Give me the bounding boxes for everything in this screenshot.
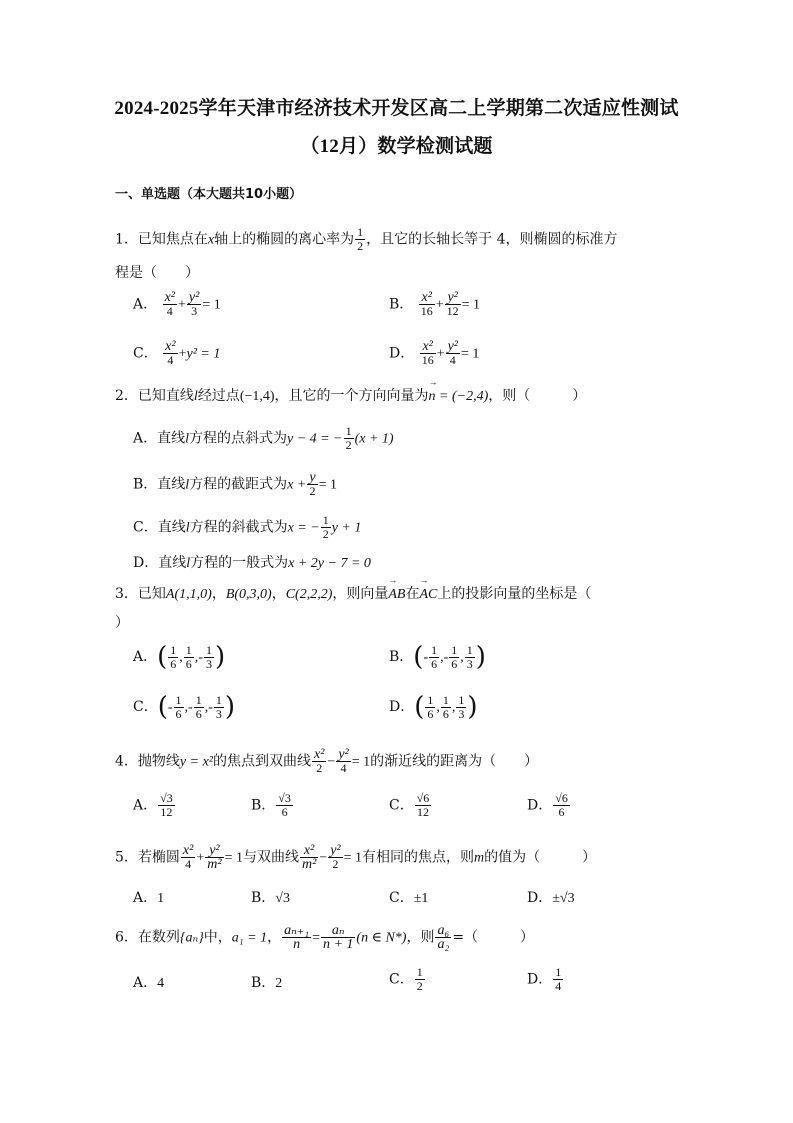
q6-text-c: ，则 xyxy=(406,929,435,946)
comma-separator-icon: , xyxy=(204,700,209,715)
q1-b-f1n: x² xyxy=(419,291,435,305)
q1-b-f1d: 16 xyxy=(420,304,433,318)
q5-b-label: B． xyxy=(251,890,276,906)
q4-h1d: 2 xyxy=(316,761,323,775)
q4-a-n: √3 xyxy=(160,791,173,805)
q1-a-f2n: y² xyxy=(188,290,200,305)
q5-g2n: y² xyxy=(330,843,341,858)
q5-d-val: ±√3 xyxy=(552,891,575,906)
tuple-den: 6 xyxy=(451,656,458,671)
q1-d-f2n: y² xyxy=(447,339,459,354)
q1-c-op: + xyxy=(178,346,187,362)
q5-c-val: ±1 xyxy=(413,891,429,906)
q4-a-frac xyxy=(158,792,175,819)
q1-option-b[interactable] xyxy=(389,291,480,318)
q3-text-a: 3．已知 xyxy=(115,586,166,602)
q4-d-label: D． xyxy=(527,797,553,814)
left-paren-icon: ( xyxy=(157,692,168,722)
q3-option-b[interactable] xyxy=(389,642,486,672)
q6-req: = xyxy=(312,930,320,946)
q6-a-val: 4 xyxy=(157,976,165,991)
tuple-num: 1 xyxy=(195,692,202,707)
q4-option-b[interactable] xyxy=(251,792,294,819)
q5-e1n: x² xyxy=(182,843,194,858)
q5-g-f2 xyxy=(328,844,342,871)
q5-d-label: D． xyxy=(527,890,553,906)
tuple-num: 1 xyxy=(205,642,212,657)
q1-d-f2d: 4 xyxy=(449,353,456,367)
comma-separator-icon: , xyxy=(194,650,199,665)
q3-vector-ac: → AC xyxy=(419,587,437,603)
q2-point: (−1,4) xyxy=(239,389,275,404)
q1-fraction xyxy=(355,226,365,253)
q5-a-label: A． xyxy=(133,890,158,906)
minus-sign: - xyxy=(208,700,213,715)
tuple-num: 1 xyxy=(175,692,182,707)
q2-b-var-l: l xyxy=(185,477,190,493)
q3-option-c[interactable] xyxy=(133,692,235,722)
comma-separator-icon: , xyxy=(436,700,440,715)
tuple-den: 6 xyxy=(195,706,202,721)
q1-a-f1d: 4 xyxy=(166,304,173,318)
q2-text-c: ，且它的一个方向向量为 xyxy=(274,388,429,404)
q6-option-a[interactable] xyxy=(133,972,164,992)
q2-b-fd: 2 xyxy=(309,484,316,498)
q1-d-f1d: 16 xyxy=(421,353,434,367)
q2-a-var-l: l xyxy=(185,431,190,447)
q6-option-d[interactable] xyxy=(527,966,564,993)
q5-g1n: x² xyxy=(300,844,318,858)
q2-a-label: A．直线 xyxy=(133,430,186,447)
q4-parabola: y = x² xyxy=(179,754,213,770)
q2-a-tail: (x + 1) xyxy=(354,431,394,447)
q2-a-fd: 2 xyxy=(345,438,352,452)
tuple-den: 6 xyxy=(175,706,182,721)
q6-b-label: B． xyxy=(251,975,276,991)
q5-option-b[interactable] xyxy=(251,887,290,907)
comma-separator-icon: , xyxy=(179,650,183,665)
q6-r1n: aₙ₊₁ xyxy=(284,923,310,938)
minus-sign: - xyxy=(443,650,449,665)
q2-b-label: B．直线 xyxy=(133,476,186,493)
tuple-fraction xyxy=(214,694,224,721)
left-paren-icon: ( xyxy=(414,692,425,722)
q1-a-f2 xyxy=(187,291,201,318)
q3-sep-1: ， xyxy=(211,586,226,602)
question-6 xyxy=(115,924,534,951)
tuple-num: 1 xyxy=(442,692,449,707)
tuple-fraction xyxy=(441,694,451,721)
q1-b-f2 xyxy=(445,291,461,318)
q6-c-fd: 2 xyxy=(416,979,423,993)
tuple-fraction xyxy=(174,694,184,721)
q4-hrhs: = 1 xyxy=(351,754,371,770)
q5-option-c[interactable] xyxy=(389,887,428,907)
q6-option-b[interactable] xyxy=(251,972,282,992)
q4-c-d: 12 xyxy=(417,805,430,819)
q1-text-a: 1．已知焦点在 xyxy=(115,231,208,248)
tuple-num: 1 xyxy=(170,642,177,657)
q2-c-label: C．直线 xyxy=(133,519,186,536)
q1-c-label: C． xyxy=(133,345,158,362)
q6-a1: a₁ = 1 xyxy=(231,930,268,946)
q1-var-x: x xyxy=(207,232,215,248)
q6-r-f1 xyxy=(282,924,311,951)
q6-r1d: n xyxy=(293,937,301,952)
q3-vector-ab: → AB xyxy=(388,587,405,603)
tuple-den: 6 xyxy=(442,706,449,721)
q2-c-tail: y + 1 xyxy=(331,520,362,536)
tuple-num: 1 xyxy=(427,692,434,707)
q5-c-label: C． xyxy=(389,890,414,906)
q4-h1n: x² xyxy=(314,747,325,762)
q5-g2d: 2 xyxy=(332,857,339,871)
minus-sign: - xyxy=(423,650,429,665)
q5-erhs: = 1 xyxy=(224,850,243,866)
q5-option-a[interactable] xyxy=(133,887,164,907)
q1-c-tail: y² = 1 xyxy=(186,346,221,362)
q1-d-rhs: = 1 xyxy=(461,346,480,362)
q6-d-frac xyxy=(553,966,563,993)
q4-c-frac xyxy=(415,792,432,819)
q4-b-frac xyxy=(276,792,293,819)
question-4 xyxy=(115,748,538,775)
q5-option-d[interactable] xyxy=(527,887,575,907)
left-paren-icon: ( xyxy=(157,642,168,672)
question-5 xyxy=(115,844,596,871)
q1-a-f2d: 3 xyxy=(191,304,198,318)
q6-r2d: n + 1 xyxy=(322,937,354,952)
title-line-2: （12月）数学检测试题 xyxy=(300,136,493,157)
minus-sign: - xyxy=(198,650,203,665)
q2-text-d: ，则（ ） xyxy=(488,388,587,404)
q3-point-b: B(0,3,0) xyxy=(225,587,272,602)
q2-a-lhs: y − 4 = − xyxy=(287,431,343,447)
q6-text-b: 中， xyxy=(203,929,232,946)
q6-seq: {aₙ} xyxy=(179,930,204,946)
q5-e2d: m² xyxy=(207,857,222,872)
q2-d-eq: x + 2y − 7 = 0 xyxy=(288,556,371,571)
q6-b-val: 2 xyxy=(275,976,283,991)
q1-text-b: 轴上的椭圆的离心率为 xyxy=(214,231,355,248)
comma-separator-icon: , xyxy=(440,650,444,665)
q5-e2n: y² xyxy=(205,844,223,858)
q6-cond: (n ∈ N*) xyxy=(356,930,407,946)
tuple-den: 6 xyxy=(427,706,434,721)
q4-c-label: C． xyxy=(389,797,414,814)
q2-b-fn: y xyxy=(309,470,316,485)
q4-b-d: 6 xyxy=(281,805,288,819)
tuple-fraction xyxy=(425,694,435,721)
right-paren-icon: ) xyxy=(467,692,478,722)
q4-h-f2 xyxy=(336,748,350,775)
q6-r-f2 xyxy=(321,924,355,951)
minus-sign: - xyxy=(188,700,193,715)
q5-eop: + xyxy=(196,850,205,866)
q4-b-n: √3 xyxy=(278,791,291,805)
q3-opt-label: C． xyxy=(133,699,158,715)
tuple-fraction xyxy=(184,644,194,671)
q6-text-d: =（ ） xyxy=(452,929,535,946)
q1-c-f1 xyxy=(163,340,177,367)
q2-c-var-l: l xyxy=(185,520,190,536)
q2-option-c[interactable] xyxy=(133,514,361,541)
q2-a-mid: 方程的点斜式为 xyxy=(189,430,288,447)
question-3 xyxy=(115,583,591,603)
q1-d-label: D． xyxy=(389,345,415,362)
question-1 xyxy=(115,226,618,253)
q1-b-f2d: 12 xyxy=(446,304,459,318)
right-paren-icon: ) xyxy=(224,692,236,722)
q5-text-a: 5．若椭圆 xyxy=(115,849,180,866)
q4-b-label: B． xyxy=(251,797,276,814)
q1-a-label: A． xyxy=(133,296,158,313)
q2-d-mid: 方程的一般式为 xyxy=(190,555,289,571)
q5-e1d: 4 xyxy=(185,857,192,871)
q3-sep-2: ， xyxy=(271,586,286,602)
q6-a-label: A． xyxy=(133,975,158,991)
q6-d-fd: 4 xyxy=(555,979,562,993)
q1-option-c[interactable] xyxy=(133,340,220,367)
q1-option-d[interactable] xyxy=(389,340,479,367)
q4-a-d: 12 xyxy=(160,805,173,819)
q1-b-op: + xyxy=(435,297,444,313)
q6-c-frac xyxy=(415,966,425,993)
question-1-cont: 程是（ ） xyxy=(115,265,199,281)
tuple-fraction xyxy=(204,644,214,671)
q3-text-b: ，则向量 xyxy=(332,586,389,602)
q1-a-rhs: = 1 xyxy=(202,297,221,313)
q2-var-l: l xyxy=(193,389,198,404)
q4-text-a: 4．抛物线 xyxy=(115,753,180,770)
tuple-fraction xyxy=(465,644,475,671)
q1-option-a[interactable] xyxy=(133,291,221,318)
minus-sign: - xyxy=(167,700,173,715)
tuple-fraction xyxy=(168,644,178,671)
tuple-fraction xyxy=(449,644,459,671)
q2-c-frac xyxy=(321,514,331,541)
q2-c-mid: 方程的斜截式为 xyxy=(189,519,288,536)
q2-text-a: 2．已知直线 xyxy=(115,388,194,404)
tuple-den: 3 xyxy=(466,656,473,671)
tuple-fraction xyxy=(429,644,439,671)
q4-d-frac xyxy=(553,792,570,819)
q5-e-f2 xyxy=(205,844,223,871)
q4-text-c: 的渐近线的距离为（ ） xyxy=(370,753,539,770)
q6-qd: a₂ xyxy=(437,937,450,952)
comma-separator-icon: , xyxy=(451,700,456,715)
q4-c-n: √6 xyxy=(416,791,430,805)
q1-b-rhs: = 1 xyxy=(461,297,481,313)
q2-b-lhs: x + xyxy=(287,477,307,493)
q1-a-op: + xyxy=(178,297,186,313)
q5-text-d: 的值为（ ） xyxy=(484,849,597,866)
tuple-fraction xyxy=(194,694,204,721)
left-paren-icon: ( xyxy=(413,642,424,672)
q1-b-label: B． xyxy=(389,296,414,313)
q4-h-f1 xyxy=(312,748,326,775)
q4-option-a[interactable] xyxy=(133,792,176,819)
q6-text-a: 6．在数列 xyxy=(115,929,180,946)
tuple-den: 6 xyxy=(170,656,177,671)
tuple-den: 6 xyxy=(431,656,438,671)
q3-text-c: 在 xyxy=(405,586,420,602)
q2-c-lhs: x = − xyxy=(287,520,320,536)
q4-text-b: 的焦点到双曲线 xyxy=(213,753,311,770)
q6-d-label: D． xyxy=(527,971,553,988)
q5-grhs: = 1 xyxy=(343,850,363,866)
tuple-den: 3 xyxy=(205,656,212,671)
q6-d-fn: 1 xyxy=(555,965,562,979)
q2-option-b[interactable] xyxy=(133,471,337,498)
q4-hop: − xyxy=(327,754,336,770)
right-paren-icon: ) xyxy=(475,642,486,672)
q2-a-fn: 1 xyxy=(345,424,352,438)
q3-point-c: C(2,2,2) xyxy=(285,587,333,602)
q6-r2n: aₙ xyxy=(321,924,355,938)
q5-text-c: 有相同的焦点，则 xyxy=(362,849,475,866)
q2-c-fn: 1 xyxy=(322,513,329,527)
q2-option-d[interactable] xyxy=(133,552,371,572)
tuple-den: 6 xyxy=(185,656,192,671)
q5-var-m: m xyxy=(474,850,485,866)
tuple-num: 1 xyxy=(215,692,222,707)
q3-option-d[interactable] xyxy=(389,692,478,722)
q1-d-f1n: x² xyxy=(420,340,436,354)
q3-opt-label: B． xyxy=(389,649,414,665)
comma-separator-icon: , xyxy=(184,700,189,715)
tuple-num: 1 xyxy=(431,642,438,657)
q4-h2n: y² xyxy=(338,747,349,762)
q1-frac-den: 2 xyxy=(357,239,364,253)
q3-opt-label: A． xyxy=(133,649,158,665)
q5-b-val: √3 xyxy=(275,891,290,906)
q4-d-n: √6 xyxy=(555,791,568,805)
q6-option-c[interactable] xyxy=(389,966,426,993)
comma-separator-icon: , xyxy=(460,650,464,665)
q6-q-frac xyxy=(435,924,451,951)
q4-option-d[interactable] xyxy=(527,792,571,819)
section-heading: 一、单选题（本大题共10小题） xyxy=(115,187,303,202)
q1-d-f2 xyxy=(446,340,460,367)
q2-b-frac xyxy=(307,471,317,498)
q5-text-b: 与双曲线 xyxy=(242,849,299,866)
question-2 xyxy=(115,385,586,405)
q1-d-f1 xyxy=(420,340,436,367)
q6-c-fn: 1 xyxy=(416,965,423,979)
q1-b-f1 xyxy=(419,291,435,318)
q2-text-b: 经过点 xyxy=(197,388,240,404)
q5-a-val: 1 xyxy=(157,891,165,906)
q3-text-d: 上的投影向量的坐标是（ xyxy=(437,586,592,602)
question-3-cont: ） xyxy=(115,615,129,631)
q6-sep: ， xyxy=(267,929,282,946)
q5-g1d: m² xyxy=(301,857,317,872)
tuple-num: 1 xyxy=(185,642,192,657)
q4-option-c[interactable] xyxy=(389,792,432,819)
q4-d-d: 6 xyxy=(558,805,565,819)
q4-h2d: 4 xyxy=(340,761,347,775)
q6-qn: a₆ xyxy=(437,923,450,938)
q6-c-label: C． xyxy=(389,971,414,988)
q2-b-mid: 方程的截距式为 xyxy=(189,476,288,493)
q3-option-a[interactable] xyxy=(133,642,225,672)
tuple-fraction xyxy=(456,694,466,721)
q1-c-f1n: x² xyxy=(165,339,176,354)
q2-vector: → n = (−2,4) xyxy=(429,389,489,405)
q2-b-tail: = 1 xyxy=(318,477,337,493)
q5-gop: − xyxy=(319,850,328,866)
tuple-den: 3 xyxy=(215,706,222,721)
tuple-num: 1 xyxy=(458,692,465,707)
q2-d-label: D．直线 xyxy=(133,555,187,571)
tuple-den: 3 xyxy=(458,706,465,721)
q2-c-fd: 2 xyxy=(322,527,329,541)
q4-a-label: A． xyxy=(133,797,158,814)
q2-option-a[interactable] xyxy=(133,425,394,452)
q2-a-frac xyxy=(344,425,354,452)
q1-c-f1d: 4 xyxy=(167,353,174,367)
q1-text-c: ，且它的长轴长等于 4，则椭圆的标准方 xyxy=(366,231,618,248)
tuple-num: 1 xyxy=(451,642,458,657)
q3-opt-label: D． xyxy=(389,699,415,715)
q1-frac-num: 1 xyxy=(357,225,364,239)
q2-d-var-l: l xyxy=(186,556,191,571)
q1-b-f2n: y² xyxy=(445,291,461,305)
q5-g-f1 xyxy=(300,844,318,871)
tuple-num: 1 xyxy=(466,642,473,657)
q3-point-a: A(1,1,0) xyxy=(165,587,212,602)
q1-a-f1 xyxy=(163,291,177,318)
right-paren-icon: ) xyxy=(214,642,226,672)
q1-a-f1n: x² xyxy=(164,290,175,305)
q5-e-f1 xyxy=(181,844,195,871)
title-line-1: 2024-2025学年天津市经济技术开发区高二上学期第二次适应性测试 xyxy=(114,98,679,119)
q1-d-op: + xyxy=(436,346,445,362)
